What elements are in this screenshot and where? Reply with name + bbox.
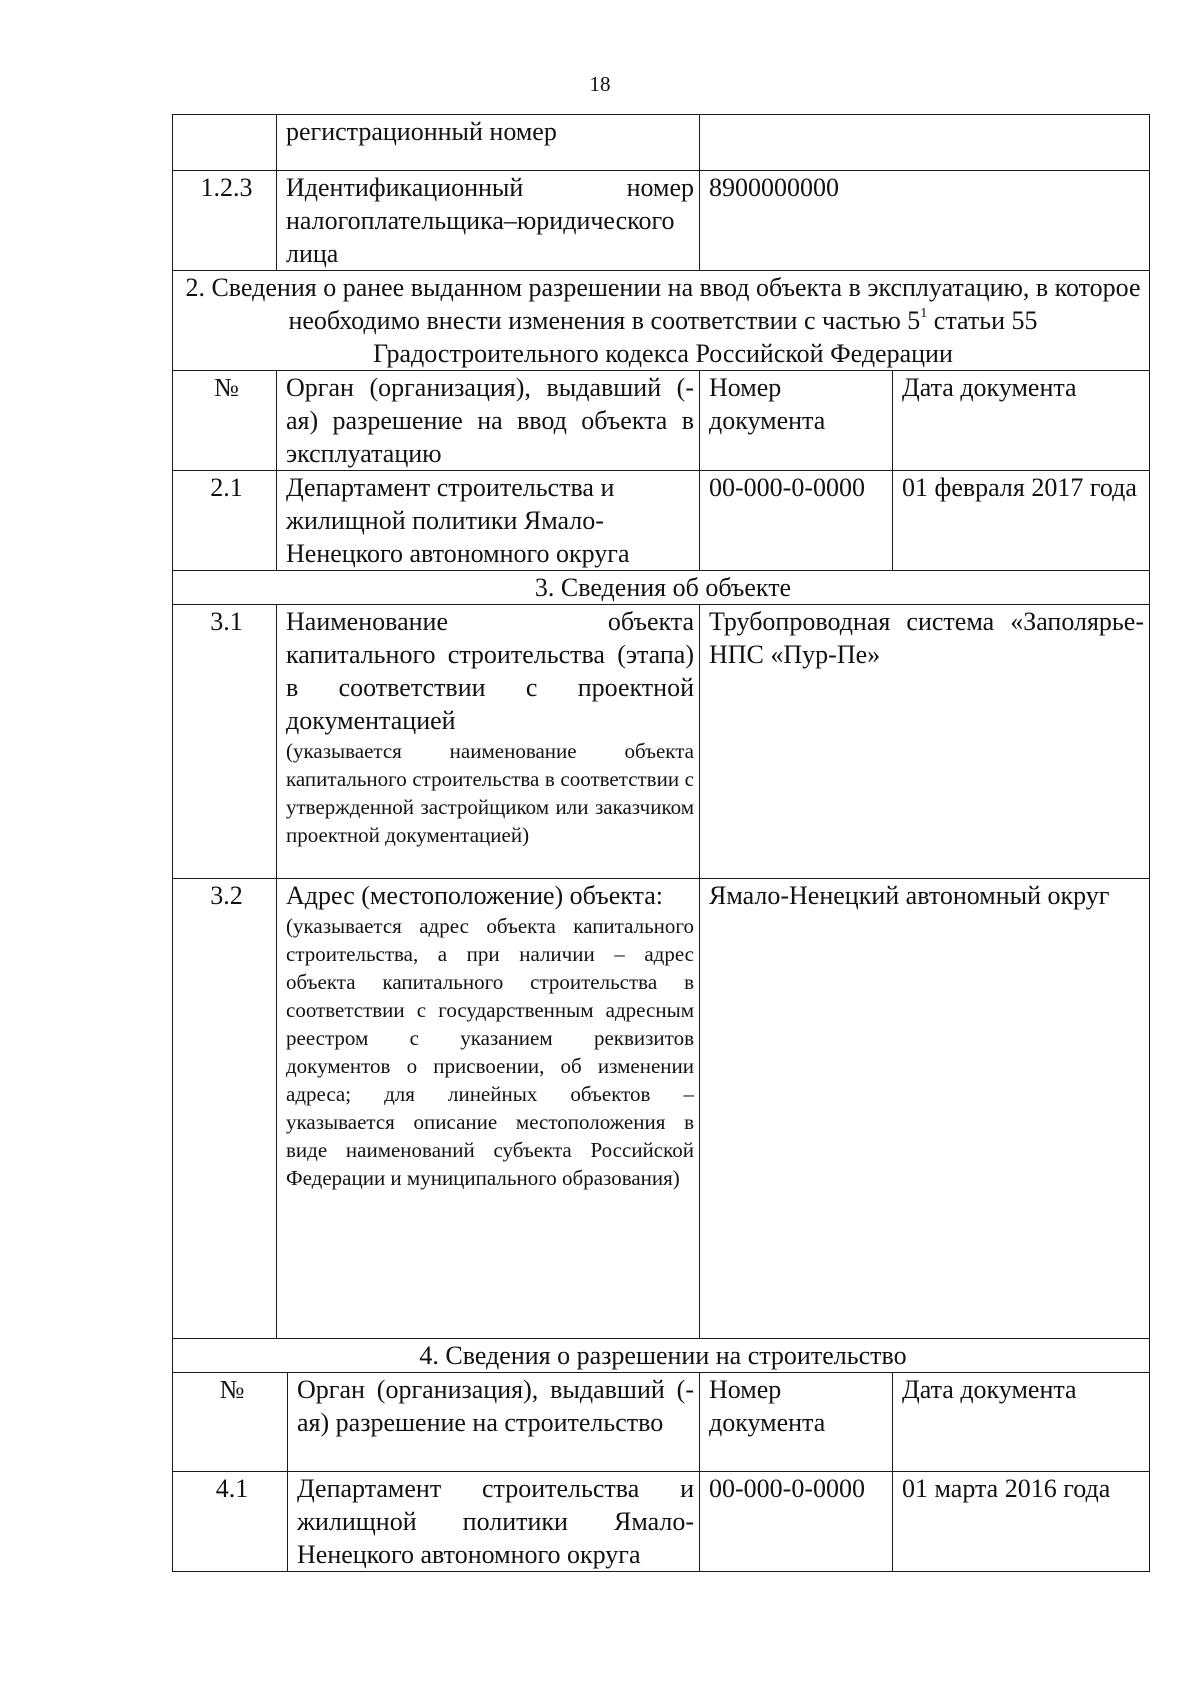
header-organ: Орган (организация), выдавший (-ая) разрешение на строительство — [288, 1373, 700, 1472]
field-value: 8900000000 — [700, 171, 1150, 271]
table-row — [173, 1472, 1150, 1572]
row-number-cell — [173, 115, 277, 171]
table-row — [173, 171, 1150, 271]
table-row — [173, 605, 1150, 879]
field-label: регистрационный номер — [277, 115, 700, 171]
header-doc-date: Дата документа — [893, 1373, 1150, 1472]
section-2-title-superscript: 1 — [920, 306, 928, 321]
document-table — [172, 114, 1150, 1572]
section-4-title: 4. Сведения о разрешении на строительство — [173, 1339, 1150, 1373]
field-label: Наименование объекта капитального строительства (этапа) в соответствии с проектной документацией — [286, 607, 694, 735]
field-value: Трубопроводная система «Заполярье-НПС «Пур-Пе» — [700, 605, 1150, 879]
row-number: 2.1 — [173, 471, 277, 571]
row-number: 3.2 — [173, 879, 277, 1339]
table-header-row — [173, 371, 1150, 471]
section-3-title: 3. Сведения об объекте — [173, 571, 1150, 605]
organ-name: Департамент строительства и жилищной политики Ямало-Ненецкого автономного округа — [288, 1472, 700, 1572]
section-heading-row — [173, 271, 1150, 371]
section-2-title-part2: статьи 55 Градостроительного кодекса Российской Федерации — [373, 306, 1038, 368]
header-number: № — [173, 371, 277, 471]
row-number: 3.1 — [173, 605, 277, 879]
field-note: (указывается адрес объекта капитального строительства, а при наличии – адрес объекта капитального строительства в соответствии с государственным адресным реестром с указанием реквизитов документов о присвоении, об изменении адреса; для линейных объектов – указывается описание местоположения в виде наименований субъекта Российской Федерации и муниципального образования) — [286, 914, 694, 1190]
page-number: 18 — [589, 72, 611, 96]
field-note: (указывается наименование объекта капитального строительства в соответствии с утвержденной застройщиком или заказчиком проектной документацией) — [286, 739, 694, 847]
table-row — [173, 115, 1150, 171]
doc-number: 00-000-0-0000 — [700, 1472, 893, 1572]
field-label-cell — [277, 879, 700, 1339]
field-label-cell — [277, 605, 700, 879]
table-row — [173, 879, 1150, 1339]
doc-number: 00-000-0-0000 — [700, 471, 893, 571]
section-2-title-part1: 2. Сведения о ранее выданном разрешении на ввод объекта в эксплуатацию, в которое необходимо внести изменения в соответствии с частью 5 — [185, 273, 1141, 335]
section-heading-row — [173, 571, 1150, 605]
row-number: 1.2.3 — [173, 171, 277, 271]
header-organ: Орган (организация), выдавший (-ая) разрешение на ввод объекта в эксплуатацию — [277, 371, 700, 471]
field-label: Адрес (местоположение) объекта: — [286, 881, 663, 910]
doc-date: 01 февраля 2017 года — [893, 471, 1150, 571]
doc-date: 01 марта 2016 года — [893, 1472, 1150, 1572]
table-row — [173, 471, 1150, 571]
header-doc-number: Номер документа — [700, 371, 893, 471]
field-label: Идентификационный номер налогоплательщика–юридического лица — [277, 171, 700, 271]
header-number: № — [173, 1373, 288, 1472]
header-doc-number: Номер документа — [700, 1373, 893, 1472]
field-value — [700, 115, 1150, 171]
section-2-title — [173, 271, 1150, 371]
field-value: Ямало-Ненецкий автономный округ — [700, 879, 1150, 1339]
section-heading-row — [173, 1339, 1150, 1373]
organ-name: Департамент строительства и жилищной политики Ямало-Ненецкого автономного округа — [277, 471, 700, 571]
table-header-row — [173, 1373, 1150, 1472]
header-doc-date: Дата документа — [893, 371, 1150, 471]
row-number: 4.1 — [173, 1472, 288, 1572]
